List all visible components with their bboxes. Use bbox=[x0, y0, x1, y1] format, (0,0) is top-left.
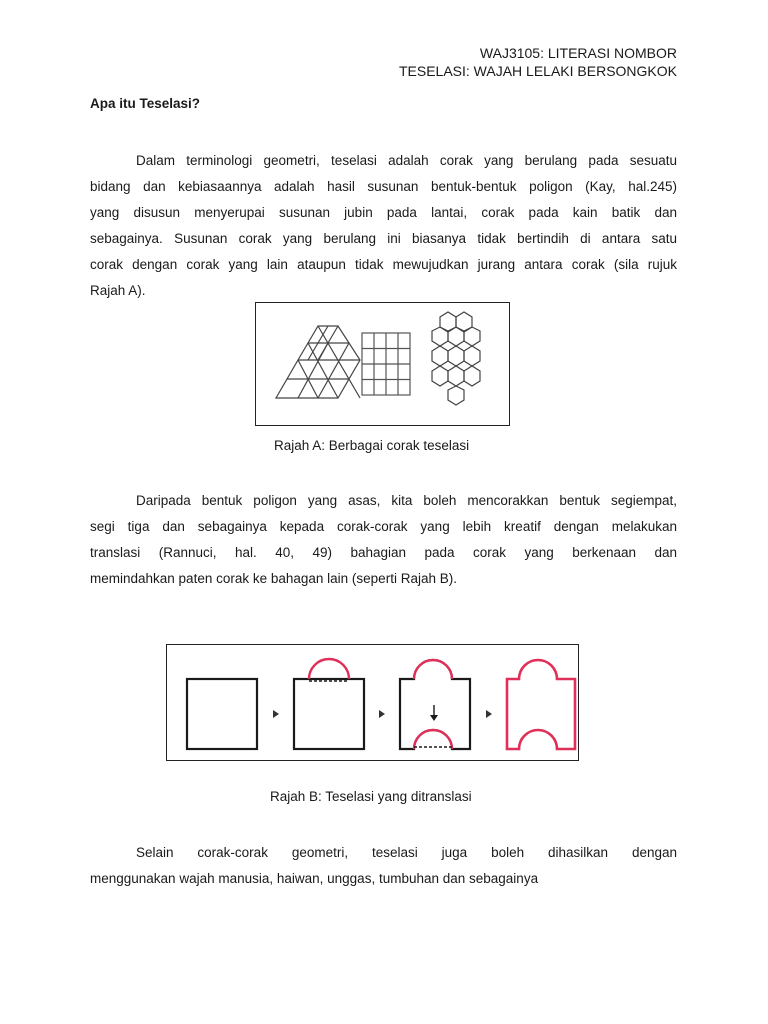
step-arrow-icon bbox=[486, 710, 492, 718]
paragraph-line: sebagainya. Susunan corak yang berulang ini biasanya tidak bertindih di antara satu bbox=[90, 231, 677, 246]
figure-a-tessellation-patterns bbox=[255, 302, 510, 426]
paragraph-line: memindahkan paten corak ke bahagan lain (seperti Rajah B). bbox=[90, 571, 457, 586]
paragraph-line: yang disusun menyerupai susunan jubin pada lantai, corak pada kain batik dan bbox=[90, 205, 677, 220]
step-arrow-icon bbox=[379, 710, 385, 718]
document-header bbox=[399, 44, 677, 80]
topic-title: TESELASI: WAJAH LELAKI BERSONGKOK bbox=[398, 63, 677, 79]
step-arch-added bbox=[294, 659, 364, 749]
hexagon-tiling-pattern bbox=[432, 312, 480, 405]
paragraph-line: segi tiga dan sebagainya kepada corak-corak yang lebih kreatif dengan melakukan bbox=[90, 519, 677, 534]
section-heading: Apa itu Teselasi? bbox=[90, 96, 201, 111]
paragraph-line: Daripada bentuk poligon yang asas, kita boleh mencorakkan bentuk segiempat, bbox=[136, 493, 677, 508]
figure-b-caption: Rajah B: Teselasi yang ditranslasi bbox=[270, 789, 472, 804]
paragraph-line: menggunakan wajah manusia, haiwan, unggas, tumbuhan dan sebagainya bbox=[90, 871, 539, 886]
paragraph-line: bidang dan kebiasaannya adalah hasil susunan bentuk-bentuk poligon (Kay, hal.245) bbox=[90, 179, 677, 194]
square-grid-pattern bbox=[362, 333, 410, 395]
paragraph-other-tessellations bbox=[90, 840, 677, 892]
step-final-tile bbox=[507, 660, 575, 749]
paragraph-line: Rajah A). bbox=[90, 283, 146, 298]
step-arrow-icon bbox=[273, 710, 279, 718]
paragraph-line: Dalam terminologi geometri, teselasi adalah corak yang berulang pada sesuatu bbox=[136, 153, 677, 168]
step-arch-translated bbox=[400, 660, 470, 749]
paragraph-line: translasi (Rannuci, hal. 40, 49) bahagian pada corak yang berkenaan dan bbox=[90, 545, 677, 560]
paragraph-translation bbox=[90, 488, 677, 592]
paragraph-line: Selain corak-corak geometri, teselasi juga boleh dihasilkan dengan bbox=[136, 845, 677, 860]
step-square bbox=[187, 679, 257, 749]
triangle-tiling-pattern bbox=[276, 326, 360, 398]
figure-b-translation-steps bbox=[166, 644, 579, 761]
course-code: WAJ3105: LITERASI NOMBOR bbox=[479, 45, 677, 61]
paragraph-definition bbox=[90, 148, 677, 304]
paragraph-line: corak dengan corak yang lain ataupun tidak mewujudkan jurang antara corak (sila rujuk bbox=[90, 257, 677, 272]
figure-a-caption: Rajah A: Berbagai corak teselasi bbox=[274, 438, 470, 453]
